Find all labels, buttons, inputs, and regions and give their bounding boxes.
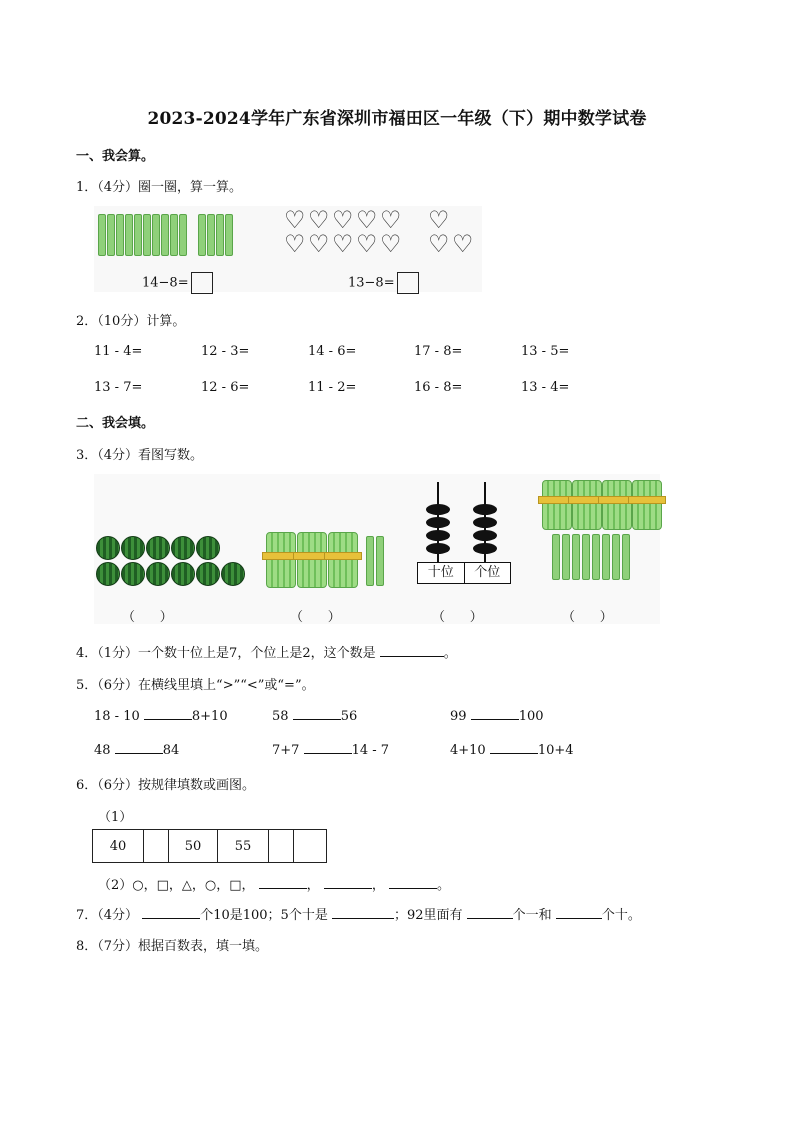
tens-label: 十位 [418,563,465,583]
left-operand: 7+7 [272,743,300,758]
right-operand: 100 [518,709,544,724]
sequence-cell-blank[interactable] [144,830,169,863]
question-5-label: 5．（6分）在横线里填上“>”“<”或“=”。 [76,678,315,693]
calc-item: 16 - 8= [414,380,463,395]
answer-blank[interactable] [324,876,372,889]
question-3-label: 3．（4分）看图写数。 [76,448,204,463]
compare-blank[interactable] [304,741,352,754]
answer-blank[interactable] [332,906,394,919]
pattern-text: （2）○，□，△，○，□， [98,878,255,893]
separator: ， [306,878,320,893]
right-operand: 10+4 [537,743,574,758]
section-heading-2: 二、我会填。 [76,416,155,431]
question-7-text: 个10是100；5个十是 [200,908,328,923]
question-4 [76,642,457,661]
left-operand: 4+10 [450,743,486,758]
answer-blank[interactable] [259,876,307,889]
question-7 [76,904,641,923]
answer-blank[interactable] [380,644,444,657]
compare-blank[interactable] [490,741,538,754]
question-6-part-2 [98,874,450,893]
question-4-text: 4．（1分）一个数十位上是7，个位上是2，这个数是 [76,646,376,661]
question-6-label: 6．（6分）按规律填数或画图。 [76,778,256,793]
sequence-table [92,829,327,863]
compare-blank[interactable] [471,707,519,720]
calc-item: 13 - 4= [521,380,570,395]
calc-item: 12 - 6= [201,380,250,395]
left-operand: 18 - 10 [94,709,140,724]
section-heading-1: 一、我会算。 [76,149,155,164]
page-title: 2023-2024学年广东省深圳市福田区一年级（下）期中数学试卷 [147,109,647,129]
expression-text: 13−8= [348,275,395,291]
question-2-label: 2．（10分）计算。 [76,314,186,329]
sequence-cell: 40 [93,830,144,863]
calc-item: 11 - 4= [94,344,143,359]
calc-item: 13 - 5= [521,344,570,359]
answer-blank[interactable]: （ ） [122,610,173,625]
calc-item: 11 - 2= [308,380,357,395]
ones-label: 个位 [474,565,501,580]
left-operand: 99 [450,709,467,724]
calc-item: 12 - 3= [201,344,250,359]
answer-blank[interactable] [556,906,602,919]
sequence-cell-blank[interactable] [294,830,327,863]
separator: ， [371,878,385,893]
compare-item [94,707,228,724]
right-operand: 14 - 7 [351,743,390,758]
question-6-part-1: （1） [98,810,133,825]
question-7-text: ；92里面有 [393,908,463,923]
compare-item [450,741,574,758]
compare-item [450,707,544,724]
answer-blank[interactable] [389,876,437,889]
calc-item: 14 - 6= [308,344,357,359]
calc-item: 17 - 8= [414,344,463,359]
answer-blank[interactable]: （ ） [290,610,341,625]
compare-item [272,707,357,724]
abacus-label-box [417,562,511,584]
question-8-label: 8．（7分）根据百数表，填一填。 [76,939,269,954]
question-1-label: 1．（4分）圈一圈，算一算。 [76,180,243,195]
sequence-cell: 55 [218,830,269,863]
question-3-figure [94,474,660,624]
period: 。 [436,878,450,893]
question-7-text: 个一和 [512,908,552,923]
right-operand: 56 [340,709,358,724]
answer-blank[interactable]: （ ） [562,610,613,625]
expression-text: 14−8= [142,275,189,291]
question-7-text: 个十。 [601,908,641,923]
question-1-figure: 14−8= ♡ ♡ ♡ ♡ ♡ ♡ ♡ ♡ ♡ ♡ ♡ ♡ ♡ 13−8= [94,206,482,292]
compare-blank[interactable] [115,741,163,754]
answer-box[interactable] [397,272,419,294]
left-operand: 58 [272,709,289,724]
compare-blank[interactable] [144,707,192,720]
answer-blank[interactable] [142,906,200,919]
left-operand: 48 [94,743,111,758]
answer-blank[interactable] [467,906,513,919]
answer-blank[interactable]: （ ） [432,610,483,625]
right-operand: 84 [162,743,180,758]
expression-14-minus-8 [142,272,213,294]
period: 。 [443,646,457,661]
expression-13-minus-8 [348,272,419,294]
calc-item: 13 - 7= [94,380,143,395]
sequence-cell: 50 [169,830,218,863]
compare-blank[interactable] [293,707,341,720]
sequence-cell-blank[interactable] [269,830,294,863]
compare-item [94,741,179,758]
question-7-prefix: 7．（4分） [76,908,139,923]
right-operand: 8+10 [191,709,228,724]
compare-item [272,741,389,758]
answer-box[interactable] [191,272,213,294]
